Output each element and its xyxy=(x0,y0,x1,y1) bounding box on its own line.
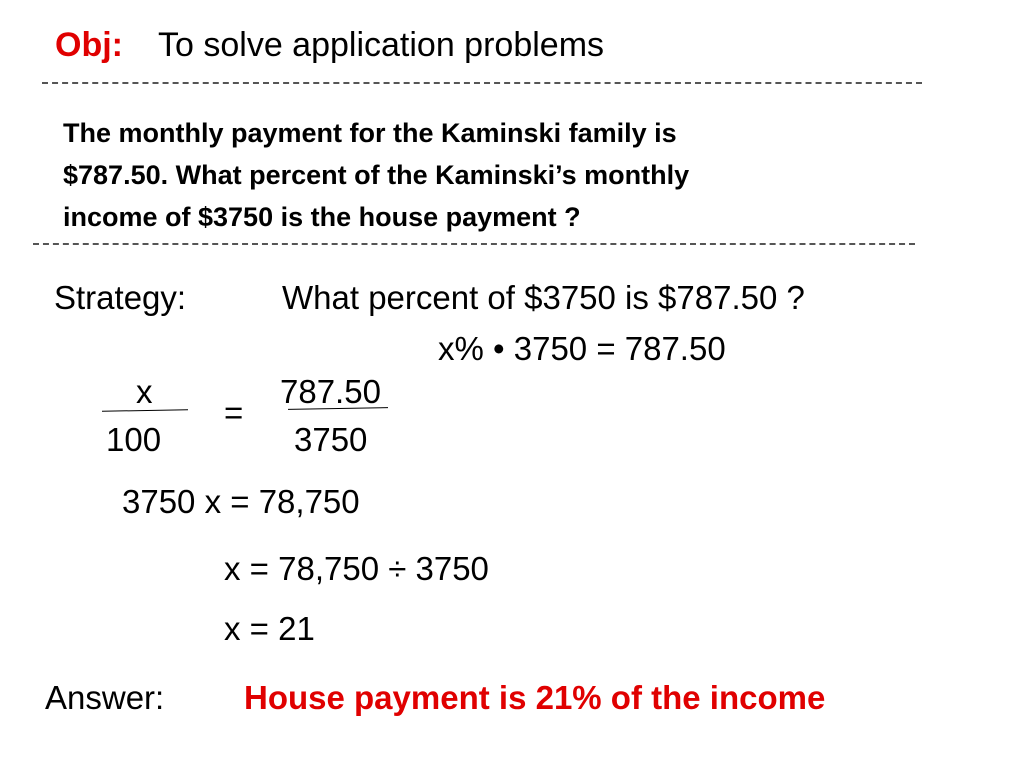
solution-step-2: x = 78,750 ÷ 3750 xyxy=(224,550,489,587)
problem-line-2: $787.50. What percent of the Kaminski’s monthly xyxy=(63,160,690,190)
answer-text: House payment is 21% of the income xyxy=(244,679,826,716)
solution-step-1: 3750 x = 78,750 xyxy=(122,483,360,520)
proportion-left-fraction-bar xyxy=(102,409,188,412)
strategy-text: What percent of $3750 is $787.50 ? xyxy=(282,279,805,316)
dashed-divider-top xyxy=(42,82,922,84)
objective-label: Obj: xyxy=(55,26,123,64)
proportion-equals-sign: = xyxy=(224,394,244,431)
solution-step-3: x = 21 xyxy=(224,610,315,647)
problem-line-1: The monthly payment for the Kaminski family is xyxy=(63,118,677,148)
strategy-label: Strategy: xyxy=(54,279,187,316)
proportion-left-denominator: 100 xyxy=(106,421,162,458)
problem-statement xyxy=(63,112,883,238)
dashed-divider-bottom xyxy=(33,243,915,245)
proportion-right-numerator: 787.50 xyxy=(280,373,381,410)
answer-label: Answer: xyxy=(45,679,165,716)
percent-equation: x% • 3750 = 787.50 xyxy=(438,330,726,367)
proportion-right-denominator: 3750 xyxy=(294,421,368,458)
objective-text: To solve application problems xyxy=(158,26,605,64)
problem-line-3: income of $3750 is the house payment ? xyxy=(63,202,581,232)
proportion-left-numerator: x xyxy=(136,373,153,410)
